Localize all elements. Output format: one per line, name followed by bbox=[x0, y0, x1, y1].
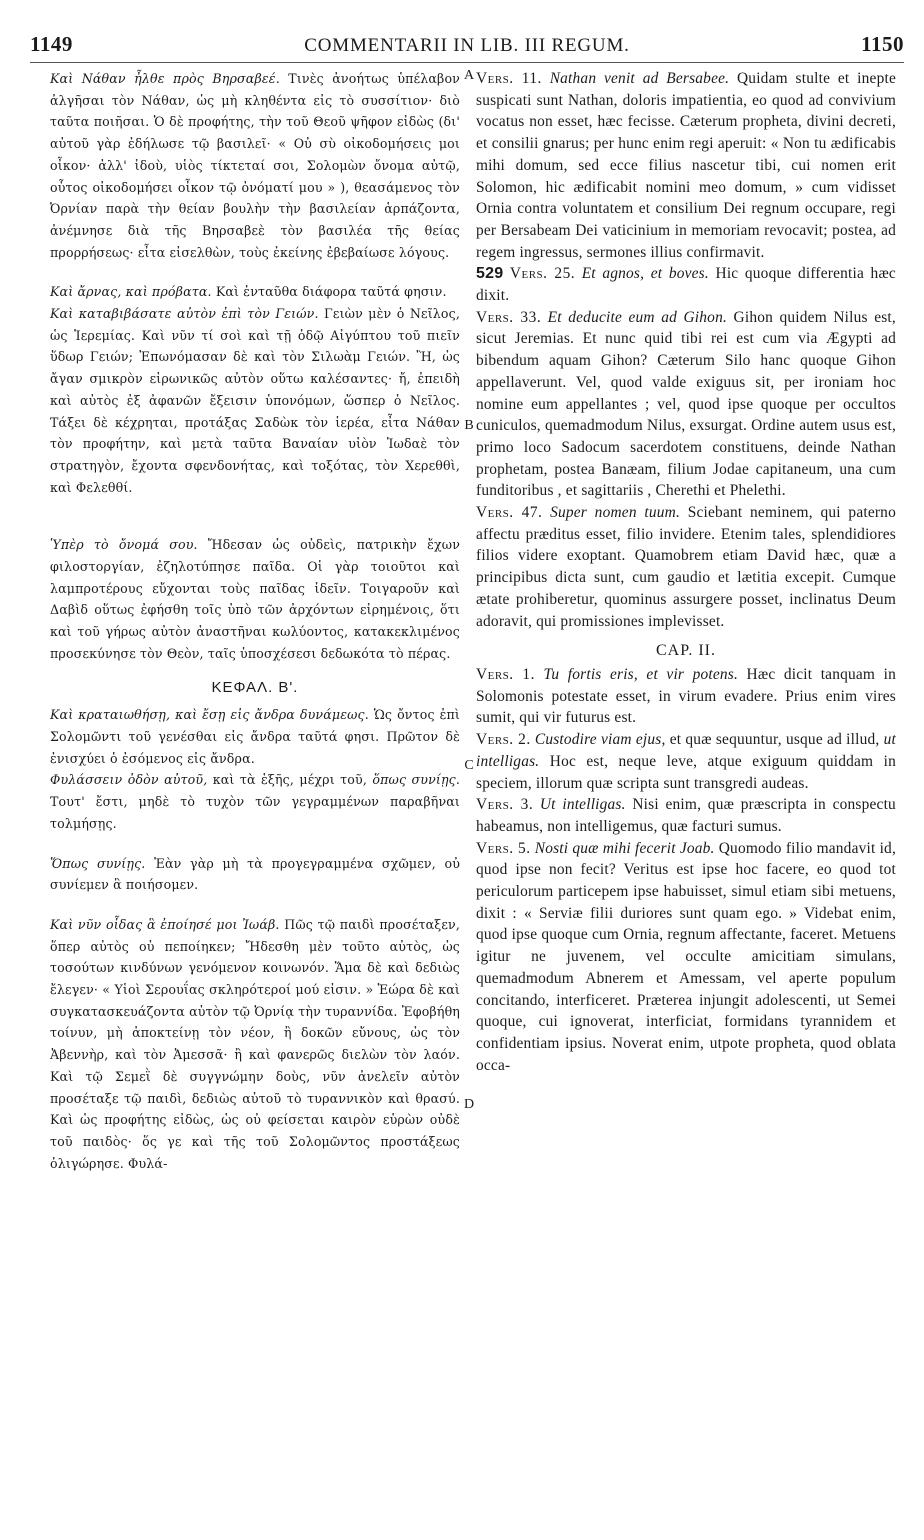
greek-paragraph bbox=[50, 68, 460, 263]
greek-text: καὶ τὰ ἑξῆς, μέχρι τοῦ, bbox=[212, 772, 367, 788]
latin-column bbox=[476, 68, 896, 1076]
greek-text: Ὡς ὄντος ἐπὶ Σολομῶντι τοῦ γενέσθαι εἰς ἄνδρα ταῦτά φησι. Πρῶτον δὲ ἐνισχύει ὁ ἐσόμενος εἰς ἄνδρα. bbox=[50, 707, 461, 766]
greek-text: Καὶ ἐνταῦθα διάφορα ταῦτά φησιν. bbox=[215, 284, 447, 300]
verse-ref: Vers. 47. bbox=[476, 504, 543, 522]
greek-column bbox=[50, 68, 460, 1174]
greek-paragraph bbox=[50, 303, 460, 498]
greek-lemma: Φυλάσσειν ὁδὸν αὐτοῦ, bbox=[50, 772, 208, 788]
latin-text: Gihon quidem Nilus est, sicut Jeremias. Et nunc quid tibi rei est cum via Ægypti ad bibendum aquam Gihon? Cæterum Silo hanc quoque Gihon appellaverunt. Vel, quod valde exiguus sit, per ironiam hoc nomine eum appellantes ; vel, quod ipse quoque per occultos cuniculos, quemadmodum Nilus, exsurgat. Ordine autem usus est, primo loco Sadocum sacerdotem constituens, deinde Nathan prophetam, postea Banæam, filium Jodae capitaneum, una cum funditoribus , et sagittariis , Cherethi et Phelethi. bbox=[476, 308, 896, 500]
latin-text: Hic quoque differentia hæc dixit. bbox=[476, 265, 896, 305]
greek-lemma: Ὅπως συνίῃς. bbox=[50, 855, 146, 871]
verse-ref: Vers. 25. bbox=[509, 265, 576, 283]
margin-mark-b: B bbox=[464, 418, 474, 433]
greek-paragraph bbox=[50, 704, 460, 769]
greek-text: Γειὼν μὲν ὁ Νεῖλος, ὡς Ἱερεμίας. Καὶ νῦν τί σοὶ καὶ τῇ ὁδῷ Αἰγύπτου τοῦ πιεῖν ὕδωρ Γειών; Ἐπωνόμασαν δὲ καὶ τὸν Σιλωὰμ Γειών. Ἢ, ὡς ἄγαν σμικρὸν εἰρωνικῶς αὐτὸν οὕτω καλέσαντες· ἤ, ἐπειδὴ καὶ αὐτὸς ἐξ ἀφανῶν ἔξεισιν ὑπονόμων, ὥσπερ ὁ Νεῖλος. Τάξει δὲ κέχρηται, προτάξας Σαδὼκ τὸν ἱερέα, εἶτα Νάθαν τὸν προφήτην, καὶ μετὰ ταῦτα Βαναίαν υἱὸν Ἰωδαὲ τὸν στρατηγὸν, ἔχοντα σφενδονήτας, καὶ τοξότας, τὸν Χερεθθὶ, καὶ Φελεθθί. bbox=[50, 306, 461, 495]
greek-text: Πῶς τῷ παιδὶ προσέταξεν, ὅπερ αὐτὸς οὐ πεποίηκεν; Ἤδεσθη μὲν τοῦτο αὐτὸς, ὡς τοσούτων κινδύνων γενόμενον κοινωνόν. Ἅμα δὲ καὶ δεδιὼς ἔλεγεν· « Υἱοὶ Σερουΐας σκληρότεροί μού εἰσιν. » Ἑώρα δὲ καὶ συγκατασκευάζοντα αὐτὸν τῷ Ὀρνίᾳ τὴν τυραννίδα. Ἐφοβήθη τοίνυν, μὴ ἀποκτείνῃ τὸν νέον, ἢ δοκῶν εὔνους, ὡς τὸν Ἀβεννὴρ, καὶ τὸν Ἀμεσσᾶ· ἢ καὶ φανερῶς διελὼν τὸν λαόν. Καὶ τῷ Σεμεῒ δὲ συγγνώμην δοὺς, νῦν ἀνελεῖν αὐτὸν προσέταξε τῷ παιδὶ, δεδιὼς αὐτοῦ τὸ τυραννικὸν καὶ θρασύ. Καὶ ὡς προφήτης εἰδὼς, ὡς οὐ φείσεται καιρὸν εὑρὼν οὐδὲ τοῦ παιδὸς· ὅς γε καὶ τῆς τοῦ Σολομῶντος προστάξεως ὀλιγώρησε. Φυλά- bbox=[50, 916, 461, 1171]
greek-text: Τινὲς ἀνοήτως ὑπέλαβον ἀλγῆσαι τὸν Νάθαν, ὡς μὴ κληθέντα εἰς τὸ συσσίτιον· διὸ ταῦτα ποιῆσαι. Ὁ δὲ προφήτης, τὴν τοῦ Θεοῦ ψῆφον εἰδὼς (δι' αὐτοῦ γὰρ ἐδήλωσε τῷ βασιλεῖ· « Οὐ σὺ οἰκοδομήσεις μοι οἶκον· ἀλλ' ἰδοὺ, υἱὸς τίκτεταί σοι, Σολομὼν ὄνομα αὐτῷ, οὗτος οἰκοδομήσει οἶκον τῷ ὀνόματί μου » ), θεασάμενος τὸν Ὀρνίαν παρὰ τὴν θείαν βουλὴν τὴν βασιλείαν ἁρπάζοντα, ἀνέμνησε διὰ τῆς Βηρσαβεὲ τὸν βασιλέα τῆς θείας προρρήσεως· εἶτα εἰσελθὼν, τοὺς ἐκείνης ἐβεβαίωσε λόγους. bbox=[50, 71, 460, 260]
latin-lemma: Et deducite eum ad Gihon. bbox=[547, 308, 728, 326]
verse-ref: Vers. 1. bbox=[476, 665, 535, 683]
latin-lemma: Nathan venit ad Bersabee. bbox=[549, 70, 730, 87]
latin-paragraph bbox=[476, 794, 896, 837]
greek-lemma: Καὶ Νάθαν ἦλθε πρὸς Βηρσαβεέ. bbox=[50, 71, 280, 86]
page-number-right: 1150 bbox=[861, 32, 904, 56]
column-number-badge: 529 bbox=[476, 265, 504, 283]
latin-text: et quæ sequuntur, usque ad illud, bbox=[669, 731, 880, 749]
latin-lemma: Ut intelligas. bbox=[539, 796, 626, 814]
latin-text: Nisi enim, quæ præscripta in conspectu habeamus, non intelligemus, quæ facturi sumus. bbox=[476, 796, 896, 835]
verse-ref: Vers. 3. bbox=[476, 796, 534, 814]
latin-text: Hæc dicit tanquam in Solomonis potestate esset, in virum evadere. Prius enim vires sumit, qui vir futurus est. bbox=[476, 665, 896, 727]
latin-chapter-heading: CAP. II. bbox=[655, 642, 716, 660]
greek-text: Ἤδεσαν ὡς οὐδεὶς, πατρικὴν ἔχων φιλοστοργίαν, ἐζηλοτύπησε παῖδα. Οἱ γὰρ τοιοῦτοι καὶ λαμπροτέρους εὔχονται τοὺς παῖδας ἰδεῖν. Τοιγαροῦν καὶ Δαβὶδ οὕτως ἐφήσθη τοῖς ὑπὸ τῶν ἀρχόντων εἰρημένοις, ὅτι καὶ τοῦ γήρως αὐτὸν ἀναστῆναι κωλύοντος, κατακεκλιμένος προσεκύνησε τὸν Θεὸν, ταῖς ὑποσχέσεσι δεδωκότα τὸ πέρας. bbox=[50, 537, 460, 661]
verse-ref: Vers. 11. bbox=[476, 70, 542, 87]
greek-paragraph bbox=[50, 769, 460, 834]
margin-mark-c: C bbox=[464, 758, 474, 773]
latin-lemma: Super nomen tuum. bbox=[550, 504, 681, 522]
running-header bbox=[30, 32, 904, 62]
latin-lemma: Nosti quæ mihi fecerit Joab. bbox=[534, 839, 715, 857]
latin-lemma: Custodire viam ejus, bbox=[534, 731, 666, 749]
greek-lemma: Ὑπὲρ τὸ ὄνομά σου. bbox=[50, 537, 198, 553]
page-number-left: 1149 bbox=[30, 32, 73, 56]
greek-chapter-heading: ΚΕΦΑΛ. Β'. bbox=[211, 678, 299, 696]
greek-paragraph bbox=[50, 914, 460, 1174]
latin-lemma: Tu fortis eris, et vir potens. bbox=[543, 665, 739, 683]
greek-paragraph bbox=[50, 281, 460, 303]
margin-mark-a: A bbox=[463, 68, 475, 83]
latin-text: Quomodo filio mandavit id, quod ipse non fecit? Veritus est ipse hoc facere, eo quod tot periculorum particepem ipse habuisset, simul etiam sibi metuens, dixit : « Serviæ filii duriores sunt quam ego. » Videbat enim, quod ipse quoque cum Ornia, regnum affectante, faceret. Metuens igitur ne juvenem, vel occulte amicitiam simulans, quemadmodum Abnerem et Amessam, vel aperte populum concitando, interficeret. Præterea injungit adolescenti, ut Semei quoque, cui ignoverat, interficiat, formidans tyrannidem et confidentiam ipsius. Noverat enim, utpote propheta, quod oblata occa- bbox=[476, 839, 896, 1074]
greek-lemma: Καὶ νῦν οἶδας ἃ ἐποίησέ μοι Ἰωάβ. bbox=[50, 916, 280, 932]
greek-lemma: Καὶ καταβιβάσατε αὐτὸν ἐπὶ τὸν Γειών. bbox=[50, 306, 319, 322]
greek-paragraph bbox=[50, 534, 460, 664]
verse-ref: Vers. 33. bbox=[476, 308, 542, 326]
greek-lemma: Καὶ κραταιωθήσῃ, καὶ ἔσῃ εἰς ἄνδρα δυνάμεως. bbox=[50, 707, 369, 723]
margin-mark-d: D bbox=[463, 1097, 475, 1112]
latin-lemma: Et agnos, et boves. bbox=[581, 265, 709, 283]
latin-paragraph bbox=[476, 68, 896, 263]
greek-text: Τουτ' ἔστι, μηδὲ τὸ τυχὸν τῶν γεγραμμένων παραβῆναι τολμήσῃς. bbox=[50, 794, 460, 831]
latin-text: Quidam stulte et inepte suspicati sunt Nathan, doloris impatientia, eo quod ad convivium vocatus non esset, hæc fecisse. Cæterum propheta, divini decreti, et consilii gnarus; per hunc enim regi aperuit: « Non tu ædificabis mihi domum, sed ecce filius nascetur tibi, cui nomen erit Solomon, hic ædificabit nomini meo domum, » cum vidisset Ornia contra voluntatem et consilium Dei regnum occupare, regi per Bersabeam Dei vaticinium in memoriam revocavit; postea, ad regem ingressus, sermones illius confirmavit. bbox=[476, 70, 896, 261]
latin-paragraph bbox=[476, 664, 896, 729]
verse-ref: Vers. 5. bbox=[476, 839, 531, 857]
latin-text: Sciebant neminem, qui paterno affectu præditus esset, filio invidere. Etenim tales, splendidiores filios videre exoptant. Quamobrem etiam David hæc, quæ a principibus dicta sunt, cum gaudio et lætitia excepit. Cumque ætate prohiberetur, quominus assurgere posset, inclinatus Deum adoravit, qui promissiones implevisset. bbox=[476, 504, 896, 630]
latin-paragraph bbox=[476, 307, 896, 502]
latin-text: Hoc est, neque leve, atque exiguum quiddam in speciem, illorum quæ scripta sunt transgredi audeas. bbox=[476, 752, 896, 792]
latin-paragraph bbox=[476, 502, 896, 632]
latin-paragraph bbox=[476, 263, 896, 306]
latin-lemma: ut intelligas. bbox=[476, 731, 896, 770]
verse-ref: Vers. 2. bbox=[476, 731, 531, 749]
latin-paragraph bbox=[476, 729, 896, 794]
greek-text: Ἐὰν γὰρ μὴ τὰ προγεγραμμένα σχῶμεν, οὐ συνίεμεν ἃ ποιήσομεν. bbox=[50, 855, 460, 893]
greek-lemma: Καὶ ἄρνας, καὶ πρόβατα. bbox=[50, 284, 212, 300]
latin-paragraph bbox=[476, 838, 896, 1077]
greek-paragraph bbox=[50, 853, 460, 896]
greek-lemma: ὅπως συνίῃς. bbox=[372, 772, 461, 788]
header-rule bbox=[30, 62, 904, 63]
running-title: COMMENTARII IN LIB. III REGUM. bbox=[304, 35, 630, 56]
